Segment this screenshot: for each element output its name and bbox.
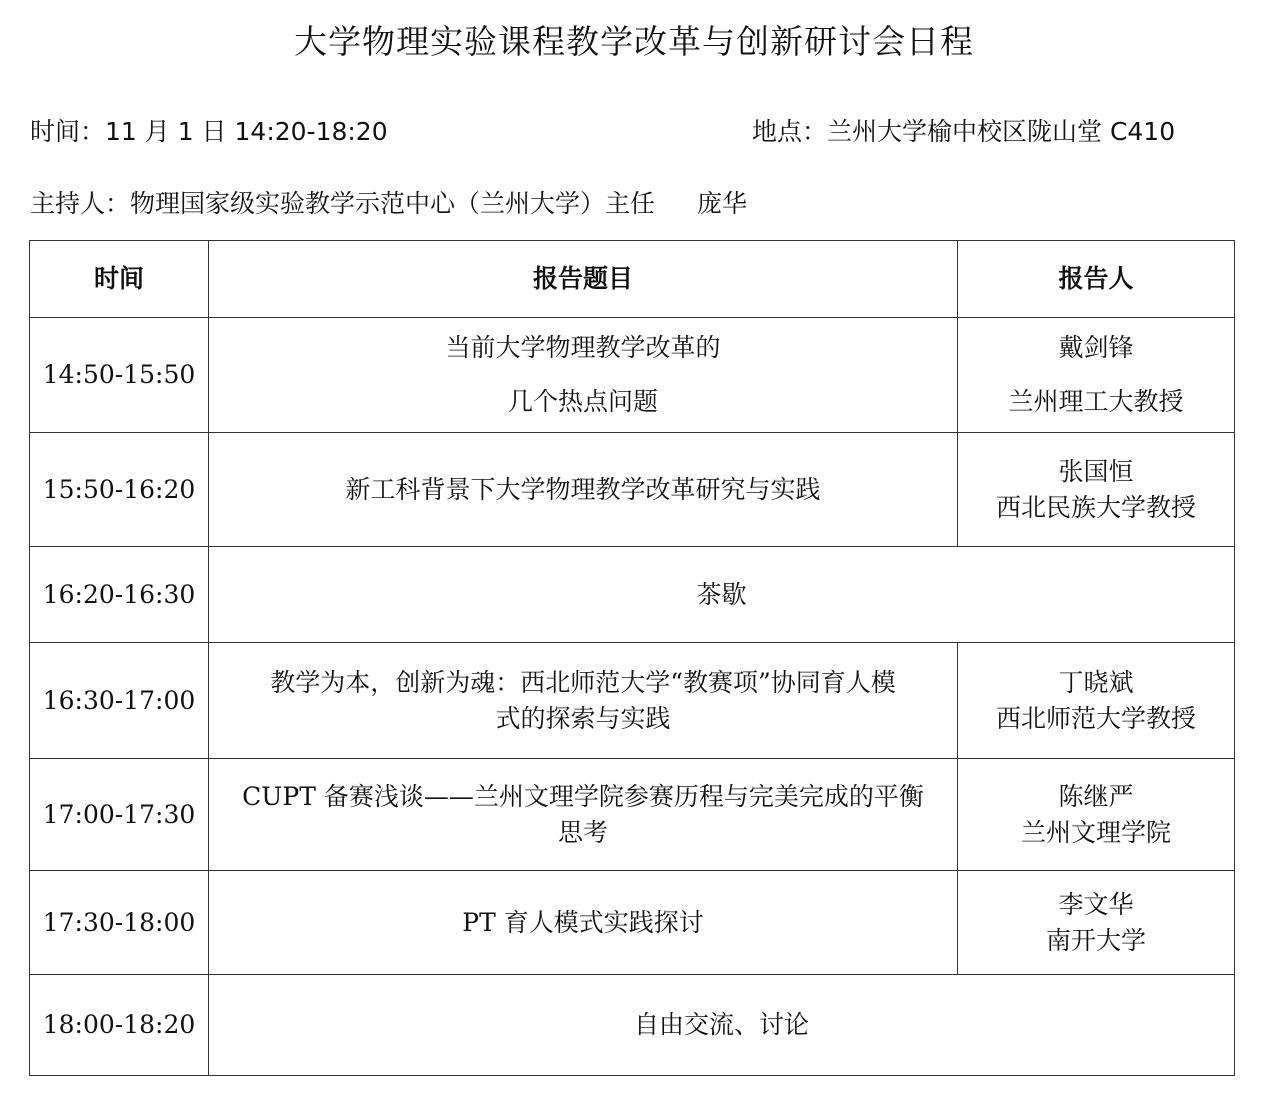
- topic-line: 思考: [557, 817, 608, 847]
- topic-line: 几个热点问题: [507, 387, 658, 416]
- table-row: [30, 433, 1235, 547]
- table-row: [30, 643, 1235, 759]
- page-title: 大学物理实验课程教学改革与创新研讨会日程: [294, 22, 974, 61]
- row-topic: [209, 433, 958, 547]
- row-speaker: [958, 318, 1235, 433]
- row-topic: [209, 871, 958, 975]
- meeting-time: 时间：11 月 1 日 14:20-18:20: [30, 117, 388, 146]
- topic-line: 教学为本，创新为魂：西北师范大学“教赛项”协同育人模: [270, 667, 896, 697]
- host-label: 主持人：物理国家级实验教学示范中心（兰州大学）主任: [30, 189, 656, 218]
- topic-line: PT 育人模式实践探讨: [462, 907, 704, 937]
- speaker-affiliation: 兰州文理学院: [1020, 817, 1171, 847]
- row-speaker: [958, 871, 1235, 975]
- topic-line: 当前大学物理教学改革的: [445, 333, 721, 362]
- speaker-affiliation: 西北师范大学教授: [995, 703, 1196, 733]
- meeting-host: [30, 186, 747, 222]
- speaker-affiliation: 兰州理工大教授: [1008, 387, 1184, 416]
- row-speaker: [958, 759, 1235, 871]
- topic-line: 式的探索与实践: [495, 703, 671, 733]
- header-topic: 报告题目: [209, 241, 958, 318]
- speaker-name: 陈继严: [1058, 781, 1134, 811]
- row-speaker: [958, 433, 1235, 547]
- table-row: [30, 871, 1235, 975]
- topic-line: CUPT 备赛浅谈——兰州文理学院参赛历程与完美完成的平衡: [242, 781, 924, 811]
- row-time: 18:00-18:20: [30, 975, 209, 1076]
- row-time: 16:30-17:00: [30, 643, 209, 759]
- row-time: 17:30-18:00: [30, 871, 209, 975]
- row-time: 15:50-16:20: [30, 433, 209, 547]
- meeting-location: 地点：兰州大学榆中校区陇山堂 C410: [752, 117, 1176, 146]
- row-speaker: [958, 643, 1235, 759]
- topic-line: 新工科背景下大学物理教学改革研究与实践: [345, 474, 821, 504]
- schedule-table: [29, 240, 1235, 1076]
- speaker-name: 李文华: [1058, 889, 1134, 919]
- row-discussion: 自由交流、讨论: [209, 975, 1235, 1076]
- row-time: 17:00-17:30: [30, 759, 209, 871]
- header-speaker: 报告人: [958, 241, 1235, 318]
- row-topic: [209, 318, 958, 433]
- speaker-affiliation: 西北民族大学教授: [995, 492, 1196, 522]
- row-topic: [209, 759, 958, 871]
- row-break: 茶歇: [209, 547, 1235, 643]
- host-name: 庞华: [697, 189, 748, 218]
- speaker-name: 丁晓斌: [1058, 667, 1134, 697]
- table-header-row: [30, 241, 1235, 318]
- row-time: 14:50-15:50: [30, 318, 209, 433]
- table-row: [30, 318, 1235, 433]
- speaker-affiliation: 南开大学: [1045, 925, 1146, 955]
- table-row: [30, 547, 1235, 643]
- table-row: [30, 975, 1235, 1076]
- speaker-name: 戴剑锋: [1058, 333, 1134, 362]
- row-topic: [209, 643, 958, 759]
- speaker-name: 张国恒: [1058, 456, 1134, 486]
- table-row: [30, 759, 1235, 871]
- header-time: 时间: [30, 241, 209, 318]
- row-time: 16:20-16:30: [30, 547, 209, 643]
